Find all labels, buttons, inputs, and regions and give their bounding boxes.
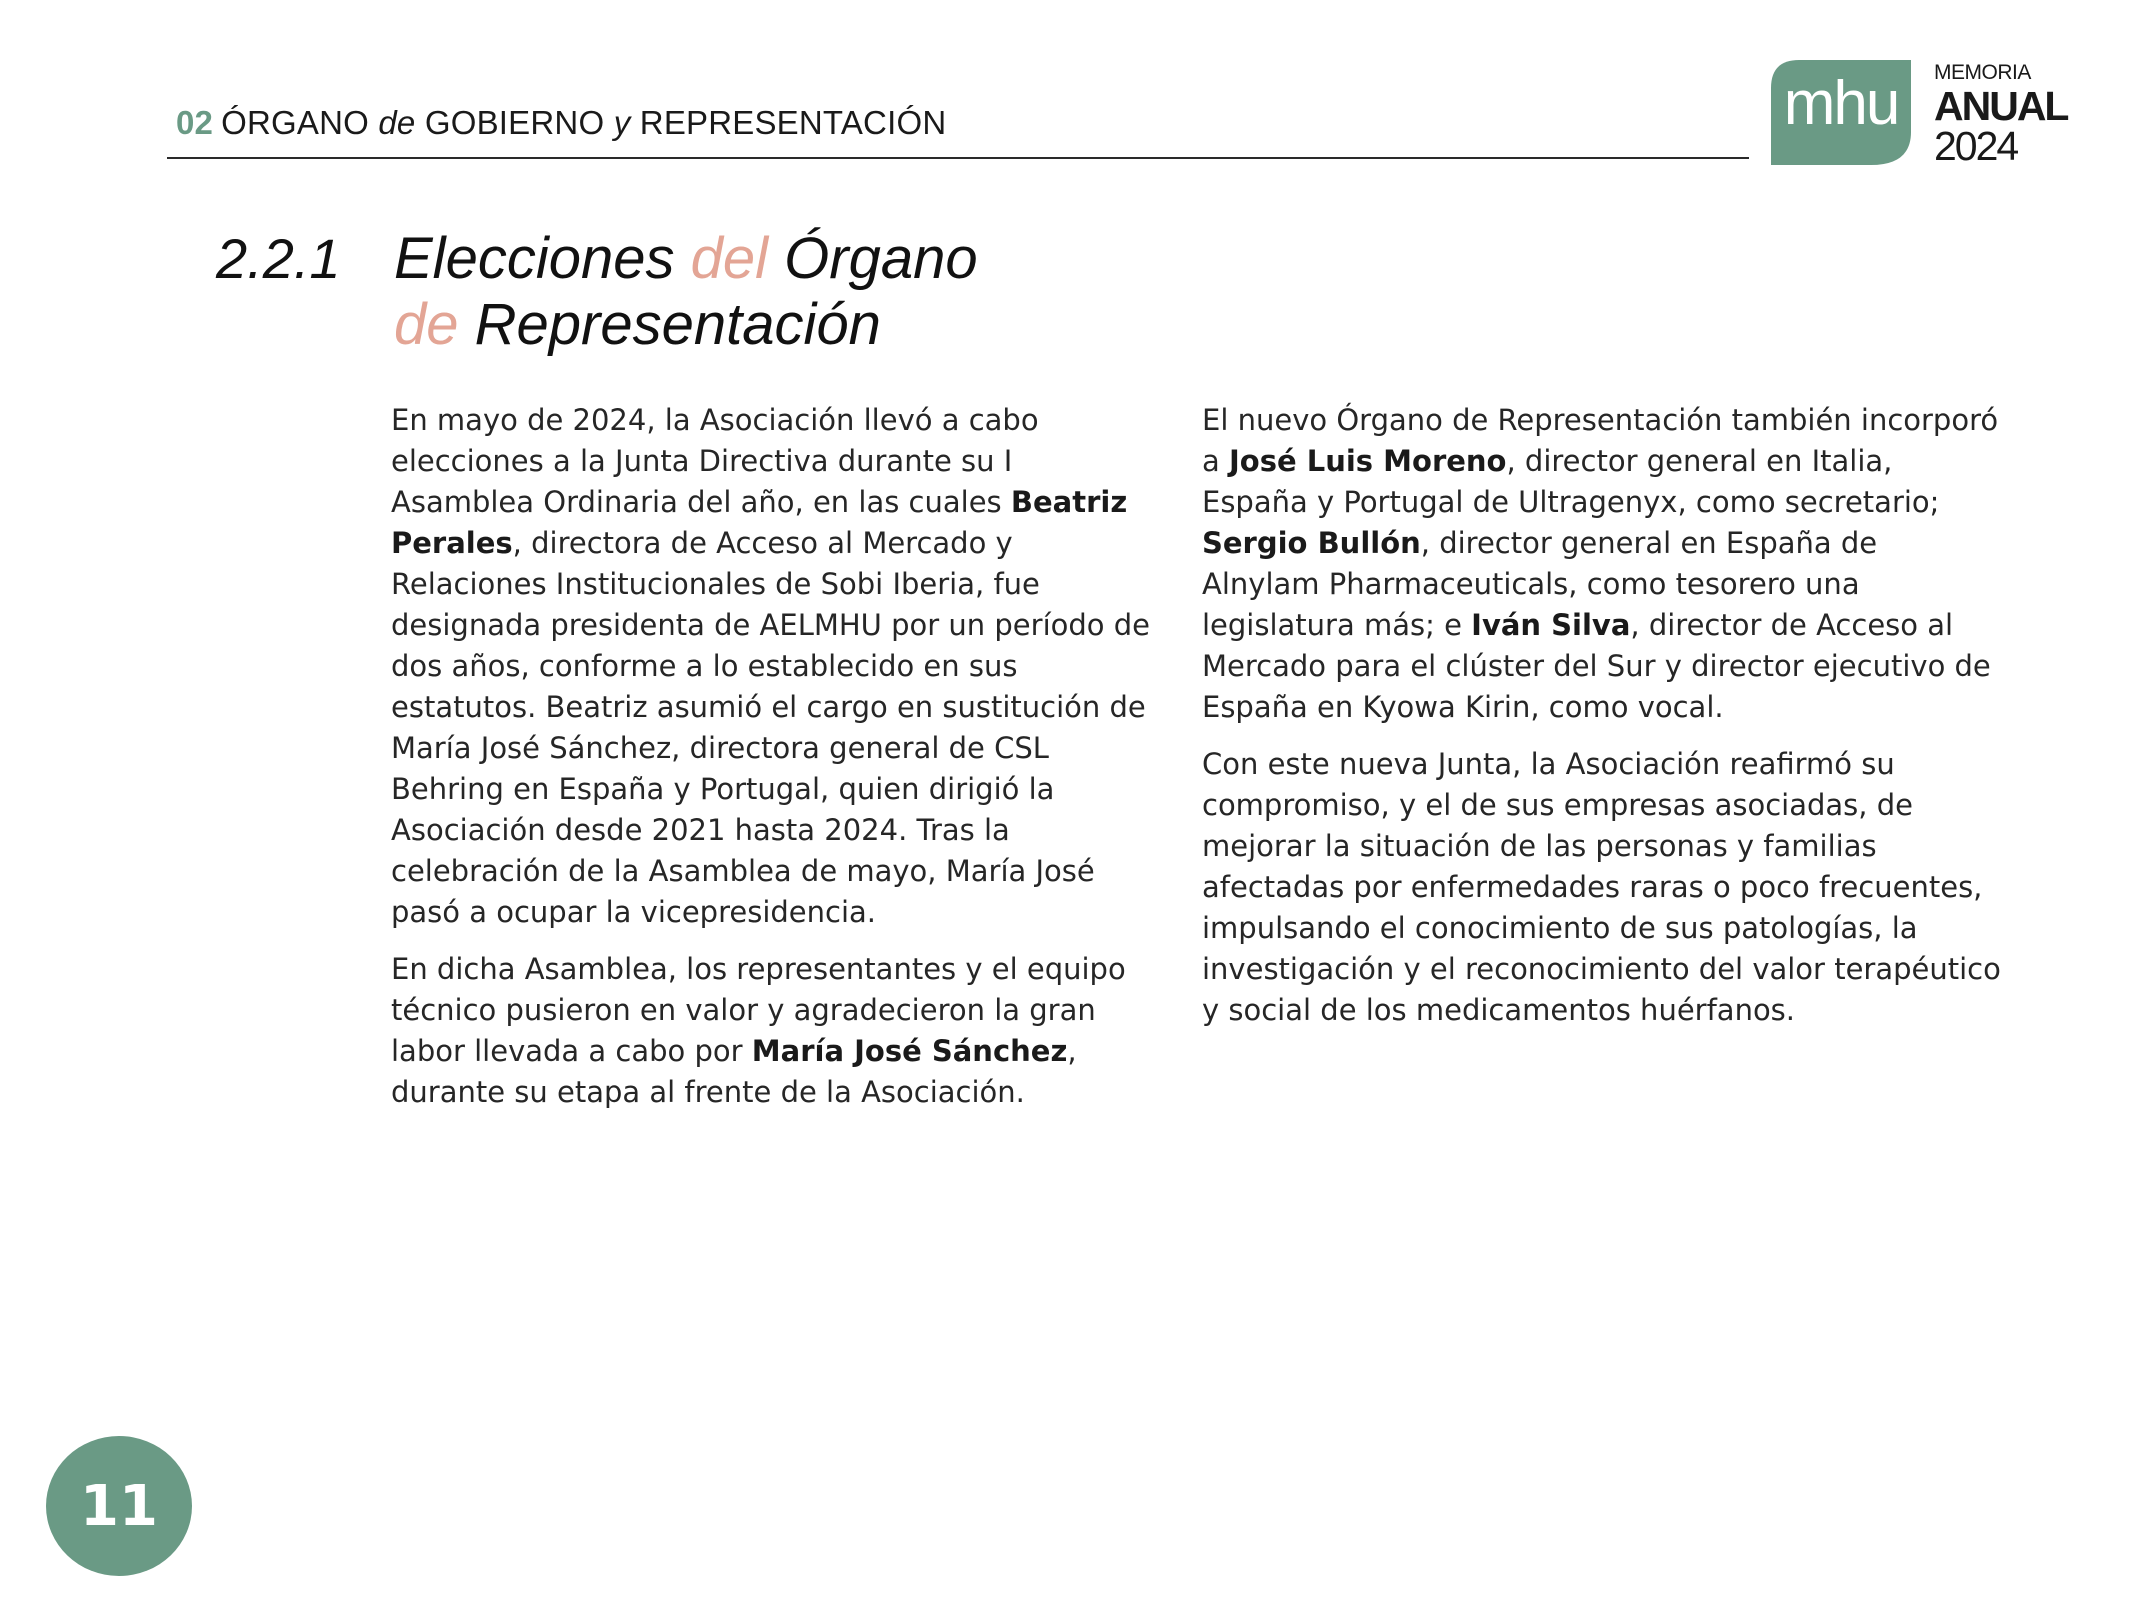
left-paragraph-2 [391,949,1151,1113]
section-title-line2 [394,292,978,358]
logo-wordmark [1934,62,2067,167]
section-header-word-y: y [613,104,631,141]
logo-badge [1771,60,1911,165]
page-number-badge: 11 [46,1436,192,1576]
name-jose-luis-moreno: José Luis Moreno [1229,444,1507,478]
name-beatriz-perales: Beatriz Perales [391,485,1128,560]
right-paragraph-2: Con este nueva Junta, la Asociación reafirmó su compromiso, y el de sus empresas asociadas, de mejorar la situación de las personas y familias afectadas por enfermedades raras o poco frecuentes, impulsando el conocimiento de sus patologías, la investigación y el reconocimiento del valor terapéutico y social de los medicamentos huérfanos. [1202,747,2001,1027]
section-header [176,104,946,142]
title-word-elecciones: Elecciones [394,226,675,291]
right-p1-text-a: El nuevo Órgano de Representación también incorporó a [1202,403,1999,478]
logo-line-memoria: MEMORIA [1934,61,2031,84]
section-title [394,226,978,358]
left-p1-text-c: , directora de Acceso al Mercado y Relaciones Institucionales de Sobi Iberia, fue designada presidenta de AELMHU por un período de dos años, conforme a lo establecido en sus estatutos. Beatriz asumió el cargo en sustitución de María José Sánchez, directora general de CSL Behring en España y Portugal, quien dirigió la Asociación desde 2021 hasta 2024. Tras la celebración de la Asamblea de mayo, María José pasó a ocupar la vicepresidencia. [391,526,1150,929]
title-word-representacion: Representación [474,292,881,357]
section-header-word-representacion: REPRESENTACIÓN [639,104,947,141]
left-column [391,400,1151,1129]
left-p2-text-c: , durante su etapa al frente de la Asociación. [391,1034,1077,1109]
title-word-organo: Órgano [784,226,978,291]
name-sergio-bullon: Sergio Bullón [1202,526,1421,560]
left-p1-text-a: En mayo de 2024, la Asociación llevó a cabo elecciones a la Junta Directiva durante su I Asamblea Ordinaria del año, en las cuales [391,403,1039,519]
right-p1-text-e: , director general en España de Alnylam Pharmaceuticals, como tesorero una legislatura más; e [1202,526,1878,642]
logo-line-anual: ANUAL [1934,83,2068,129]
section-header-number: 02 [176,104,214,141]
section-header-word-organo: ÓRGANO [221,104,369,141]
right-paragraph-1 [1202,400,2002,728]
left-paragraph-1 [391,400,1151,933]
name-ivan-silva: Iván Silva [1471,608,1631,642]
section-title-line1 [394,226,978,292]
section-header-word-gobierno: GOBIERNO [424,104,605,141]
name-maria-jose-sanchez: María José Sánchez [751,1034,1068,1068]
logo-line-year: 2024 [1934,123,2018,169]
right-column [1202,400,2002,1047]
left-p2-text-a: En dicha Asamblea, los representantes y el equipo técnico pusieron en valor y agradecieron la gran labor llevada a cabo por [391,952,1126,1068]
right-p1-text-c: , director general en Italia, España y Portugal de Ultragenyx, como secretario; [1202,444,1940,519]
header-divider [167,157,1749,159]
logo-mark-text: mhu [1783,69,1899,138]
section-number: 2.2.1 [216,227,341,290]
title-word-de: de [394,292,459,357]
title-word-del: del [690,226,769,291]
right-p1-text-g: , director de Acceso al Mercado para el clúster del Sur y director ejecutivo de España en Kyowa Kirin, como vocal. [1202,608,1991,724]
section-header-word-de: de [378,104,416,141]
